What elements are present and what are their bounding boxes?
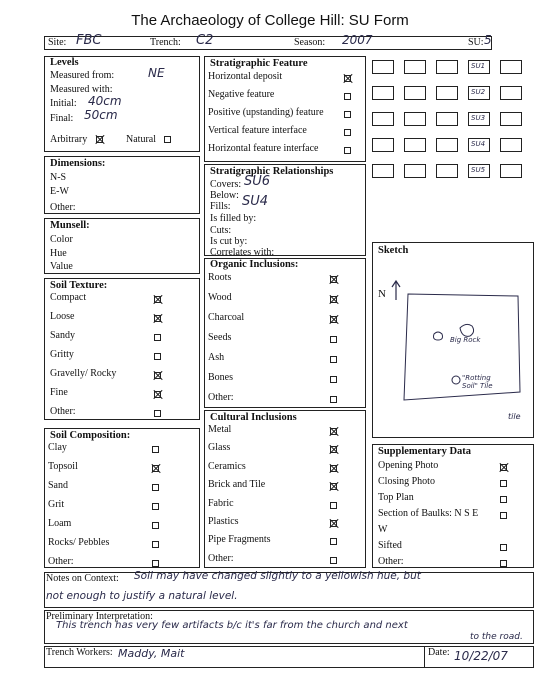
sketch-note-rotting-soil: "Rotting Soil" Tile <box>462 374 493 390</box>
form-title: The Archaeology of College Hill: SU Form <box>131 12 409 29</box>
season-label: Season: <box>294 37 326 48</box>
covers-label: Covers: <box>210 179 242 190</box>
site-value[interactable]: FBC <box>76 33 102 48</box>
sketch-note-tile: tile <box>508 412 521 421</box>
levels-heading: Levels <box>50 57 79 68</box>
date-divider <box>424 646 425 668</box>
organic-label-0: Roots <box>208 272 232 283</box>
small-rock-shape <box>434 332 443 340</box>
arbitrary-label: Arbitrary <box>50 134 88 145</box>
soil-composition-checkbox-5[interactable] <box>152 541 159 548</box>
soil-composition-checkbox-2[interactable] <box>152 484 159 491</box>
date-label: Date: <box>428 647 450 658</box>
soil-texture-label-4: Gravelly/ Rocky <box>50 368 117 379</box>
soil-composition-label-6: Other: <box>48 556 74 567</box>
cultural-label-5: Plastics <box>208 516 239 527</box>
cultural-label-3: Brick and Tile <box>208 479 266 491</box>
soil-texture-checkbox-2[interactable] <box>154 334 161 341</box>
strat-feature-heading: Stratigraphic Feature <box>210 58 308 69</box>
organic-label-4: Ash <box>208 352 225 363</box>
trench-label: Trench: <box>150 37 181 48</box>
cultural-label-2: Ceramics <box>208 460 246 472</box>
supplementary-checkbox-3[interactable] <box>500 512 507 519</box>
organic-label-5: Bones <box>208 372 233 383</box>
interpretation-line-1[interactable]: This trench has very few artifacts b/c it's far from the church and next <box>56 620 408 631</box>
soil-composition-checkbox-4[interactable] <box>152 522 159 529</box>
su-grid-cell[interactable] <box>436 138 458 152</box>
ns-label: N-S <box>50 172 67 183</box>
organic-label-1: Wood <box>208 292 232 303</box>
header-row <box>44 36 492 50</box>
soil-texture-checkbox-0[interactable] <box>154 296 161 303</box>
su-grid-cell[interactable] <box>372 138 394 152</box>
organic-checkbox-4[interactable] <box>330 356 337 363</box>
initial-value[interactable]: 40cm <box>88 94 122 108</box>
soil-texture-label-3: Gritty <box>50 349 74 360</box>
workers-label: Trench Workers: <box>46 647 113 658</box>
cultural-label-0: Metal <box>208 424 232 435</box>
su-grid-label-0: SU1 <box>471 62 486 70</box>
organic-checkbox-5[interactable] <box>330 376 337 383</box>
su-grid-cell[interactable] <box>404 112 426 126</box>
workers-value[interactable]: Maddy, Mait <box>118 647 185 660</box>
notes-line-2[interactable]: not enough to justify a natural level. <box>46 590 238 602</box>
interpretation-line-2[interactable]: to the road. <box>470 632 523 642</box>
soil-composition-label-1: Topsoil <box>48 461 78 472</box>
munsell-heading: Munsell: <box>50 220 90 231</box>
soil-texture-checkbox-1[interactable] <box>154 315 161 322</box>
below-label: Below: <box>210 190 239 201</box>
sketch-note-big-rock: Big Rock <box>450 336 481 344</box>
su-grid-cell[interactable] <box>500 112 522 126</box>
supplementary-label-2: Top Plan <box>378 492 414 503</box>
correlates-label: Correlates with: <box>210 247 275 258</box>
sketch-heading: Sketch <box>378 245 409 256</box>
supplementary-checkbox-6[interactable] <box>500 560 507 567</box>
soil-texture-checkbox-5[interactable] <box>154 391 161 398</box>
fills-value[interactable]: SU4 <box>242 194 269 209</box>
value-label: Value <box>50 261 73 272</box>
dimensions-other-label: Other: <box>50 202 76 213</box>
site-label: Site: <box>48 37 67 48</box>
north-label: N <box>378 288 386 300</box>
soil-composition-label-5: Rocks/ Pebbles <box>48 537 110 548</box>
supplementary-checkbox-1[interactable] <box>500 480 507 487</box>
strat-feature-checkbox-2[interactable] <box>344 111 351 118</box>
soil-composition-label-2: Sand <box>48 480 68 491</box>
strat-feature-label-0: Horizontal deposit <box>208 71 283 82</box>
su-grid-cell[interactable] <box>500 164 522 178</box>
su-label: SU: <box>468 37 484 48</box>
supplementary-heading: Supplementary Data <box>378 446 472 457</box>
su-grid-label-2: SU3 <box>471 114 486 122</box>
su-grid-cell[interactable] <box>372 60 394 74</box>
organic-checkbox-0[interactable] <box>330 276 337 283</box>
cultural-label-7: Other: <box>208 552 234 564</box>
soil-texture-label-0: Compact <box>50 292 87 303</box>
organic-label-3: Seeds <box>208 332 232 343</box>
initial-label: Initial: <box>50 98 77 109</box>
strat-rel-heading: Stratigraphic Relationships <box>210 166 334 177</box>
soil-composition-label-3: Grit <box>48 499 65 510</box>
su-value[interactable]: 5 <box>484 33 492 47</box>
supplementary-label-4: W <box>378 524 388 535</box>
soil-composition-heading: Soil Composition: <box>50 430 131 441</box>
su-grid-cell[interactable] <box>372 86 394 100</box>
strat-feature-checkbox-3[interactable] <box>344 129 351 136</box>
soil-texture-checkbox-6[interactable] <box>154 410 161 417</box>
organic-label-6: Other: <box>208 392 234 403</box>
cultural-checkbox-5[interactable] <box>330 520 337 527</box>
final-label: Final: <box>50 113 74 124</box>
arbitrary-checkbox[interactable] <box>96 136 103 143</box>
soil-texture-label-1: Loose <box>50 311 75 322</box>
supplementary-label-0: Opening Photo <box>378 460 439 471</box>
su-grid-cell[interactable] <box>500 86 522 100</box>
covers-value[interactable]: SU6 <box>244 174 271 189</box>
su-grid-label-4: SU5 <box>471 166 486 174</box>
strat-feature-label-3: Vertical feature interface <box>208 125 307 136</box>
soil-composition-label-0: Clay <box>48 442 67 453</box>
su-grid-label-3: SU4 <box>471 140 486 148</box>
supplementary-checkbox-0[interactable] <box>500 464 507 471</box>
soil-texture-label-5: Fine <box>50 387 68 398</box>
ew-label: E-W <box>50 186 69 197</box>
trench-value[interactable]: C2 <box>196 33 214 48</box>
strat-feature-checkbox-0[interactable] <box>344 75 351 82</box>
strat-feature-label-4: Horizontal feature interface <box>208 143 319 154</box>
supplementary-label-3: Section of Baulks: N S E <box>378 508 479 519</box>
su-grid-cell[interactable] <box>436 112 458 126</box>
cuts-label: Cuts: <box>210 225 232 236</box>
su-grid-cell[interactable] <box>404 138 426 152</box>
soil-composition-label-4: Loam <box>48 518 72 529</box>
cultural-label-4: Fabric <box>208 497 234 509</box>
su-grid-cell[interactable] <box>404 164 426 178</box>
supplementary-checkbox-5[interactable] <box>500 544 507 551</box>
su-grid-cell[interactable] <box>436 164 458 178</box>
strat-feature-checkbox-1[interactable] <box>344 93 351 100</box>
su-grid-cell[interactable] <box>404 60 426 74</box>
filled-by-label: Is filled by: <box>210 213 257 224</box>
fills-label: Fills: <box>210 201 231 212</box>
cultural-checkbox-4[interactable] <box>330 502 337 509</box>
strat-feature-label-2: Positive (upstanding) feature <box>208 107 324 118</box>
big-rock-shape <box>460 324 474 336</box>
interpretation-label: Preliminary Interpretation: <box>46 611 153 622</box>
cultural-checkbox-0[interactable] <box>330 428 337 435</box>
organic-heading: Organic Inclusions: <box>210 259 299 270</box>
soil-composition-checkbox-3[interactable] <box>152 503 159 510</box>
supplementary-label-6: Other: <box>378 556 404 567</box>
soil-texture-label-2: Sandy <box>50 330 75 341</box>
su-grid-cell[interactable] <box>372 112 394 126</box>
su-grid-cell[interactable] <box>436 60 458 74</box>
final-value[interactable]: 50cm <box>84 108 118 122</box>
su-grid-cell[interactable] <box>436 86 458 100</box>
natural-checkbox[interactable] <box>164 136 171 143</box>
rotting-soil-circle <box>452 376 460 384</box>
dimensions-heading: Dimensions: <box>50 158 106 169</box>
soil-composition-checkbox-0[interactable] <box>152 446 159 453</box>
organic-label-2: Charcoal <box>208 312 245 323</box>
natural-label: Natural <box>126 134 156 145</box>
soil-texture-checkbox-3[interactable] <box>154 353 161 360</box>
measured-from-value[interactable]: NE <box>148 66 165 80</box>
cultural-checkbox-3[interactable] <box>330 483 337 490</box>
supplementary-checkbox-2[interactable] <box>500 496 507 503</box>
organic-checkbox-2[interactable] <box>330 316 337 323</box>
cultural-heading: Cultural Inclusions <box>210 412 297 423</box>
notes-line-1[interactable]: Soil may have changed slightly to a yellowish hue, but <box>134 570 421 582</box>
supplementary-label-1: Closing Photo <box>378 476 435 487</box>
cultural-checkbox-6[interactable] <box>330 538 337 545</box>
cultural-checkbox-1[interactable] <box>330 446 337 453</box>
strat-feature-label-1: Negative feature <box>208 89 275 100</box>
cultural-label-1: Glass <box>208 442 231 454</box>
soil-texture-checkbox-4[interactable] <box>154 372 161 379</box>
organic-checkbox-3[interactable] <box>330 336 337 343</box>
strat-feature-checkbox-4[interactable] <box>344 147 351 154</box>
cultural-label-6: Pipe Fragments <box>208 534 271 546</box>
cultural-checkbox-2[interactable] <box>330 465 337 472</box>
su-grid-cell[interactable] <box>372 164 394 178</box>
soil-composition-checkbox-1[interactable] <box>152 465 159 472</box>
soil-composition-checkbox-6[interactable] <box>152 560 159 567</box>
measured-with-label: Measured with: <box>50 84 113 95</box>
hue-label: Hue <box>50 248 67 259</box>
soil-texture-heading: Soil Texture: <box>50 280 108 291</box>
cut-by-label: Is cut by: <box>210 236 248 247</box>
organic-checkbox-6[interactable] <box>330 396 337 403</box>
su-grid-cell[interactable] <box>500 138 522 152</box>
cultural-checkbox-7[interactable] <box>330 557 337 564</box>
measured-from-label: Measured from: <box>50 70 115 81</box>
soil-texture-label-6: Other: <box>50 406 76 417</box>
organic-checkbox-1[interactable] <box>330 296 337 303</box>
su-grid-cell[interactable] <box>404 86 426 100</box>
supplementary-label-5: Sifted <box>378 540 402 551</box>
date-value[interactable]: 10/22/07 <box>454 649 508 663</box>
color-label: Color <box>50 234 73 245</box>
su-grid-label-1: SU2 <box>471 88 486 96</box>
su-grid-cell[interactable] <box>500 60 522 74</box>
season-value[interactable]: 2007 <box>342 33 373 47</box>
notes-label: Notes on Context: <box>46 573 119 584</box>
